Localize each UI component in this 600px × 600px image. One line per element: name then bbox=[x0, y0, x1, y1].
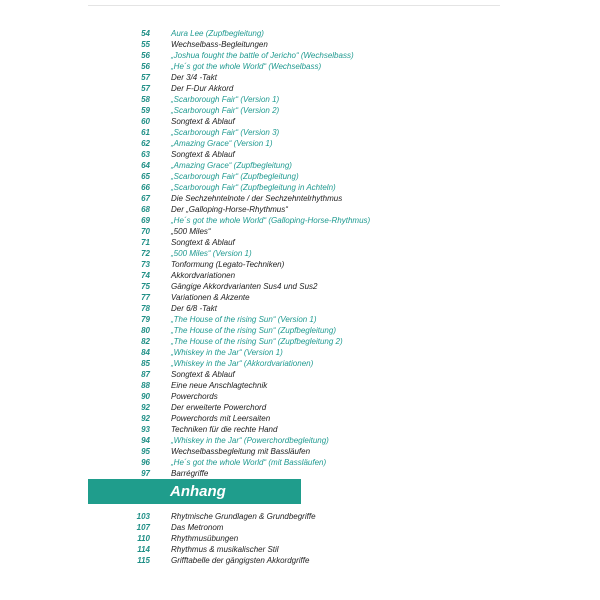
page-number: 90 bbox=[141, 392, 150, 401]
toc-entry bbox=[0, 28, 600, 39]
page-number: 68 bbox=[141, 205, 150, 214]
toc-entry bbox=[0, 138, 600, 149]
toc-entry bbox=[0, 39, 600, 50]
page-number: 55 bbox=[141, 40, 150, 49]
toc-entry bbox=[0, 237, 600, 248]
appendix-banner bbox=[88, 479, 301, 504]
toc-entry bbox=[0, 457, 600, 468]
toc-entry bbox=[0, 215, 600, 226]
page-number: 92 bbox=[141, 414, 150, 423]
page-number: 114 bbox=[137, 545, 150, 554]
toc-entry bbox=[0, 380, 600, 391]
song-title: „Whiskey in the Jar“ (Akkordvariationen) bbox=[171, 359, 314, 368]
page-number: 84 bbox=[141, 348, 150, 357]
page-number: 79 bbox=[141, 315, 150, 324]
toc-entry bbox=[0, 358, 600, 369]
page-number: 59 bbox=[141, 106, 150, 115]
page-number: 63 bbox=[141, 150, 150, 159]
page-number: 57 bbox=[141, 84, 150, 93]
toc-entry bbox=[0, 533, 600, 544]
page-number: 93 bbox=[141, 425, 150, 434]
song-title: „Whiskey in the Jar“ (Powerchordbegleitung) bbox=[171, 436, 329, 445]
toc-entry bbox=[0, 435, 600, 446]
toc-entry bbox=[0, 347, 600, 358]
section-title: Songtext & Ablauf bbox=[171, 117, 235, 126]
toc-entry bbox=[0, 61, 600, 72]
song-title: „Joshua fought the battle of Jericho“ (Wechselbass) bbox=[171, 51, 354, 60]
page-number: 54 bbox=[141, 29, 150, 38]
toc-entry bbox=[0, 160, 600, 171]
song-title: „Amazing Grace“ (Zupfbegleitung) bbox=[171, 161, 292, 170]
toc-entry bbox=[0, 402, 600, 413]
toc-entry bbox=[0, 522, 600, 533]
song-title: „Scarborough Fair“ (Version 3) bbox=[171, 128, 280, 137]
page-number: 75 bbox=[141, 282, 150, 291]
page-number: 64 bbox=[141, 161, 150, 170]
section-title: Der 6/8 -Takt bbox=[171, 304, 217, 313]
song-title: „Amazing Grace“ (Version 1) bbox=[171, 139, 273, 148]
page-number: 61 bbox=[141, 128, 150, 137]
toc-entry bbox=[0, 83, 600, 94]
page-number: 82 bbox=[141, 337, 150, 346]
page-number: 96 bbox=[141, 458, 150, 467]
page-number: 88 bbox=[141, 381, 150, 390]
page-number: 65 bbox=[141, 172, 150, 181]
section-title: Techniken für die rechte Hand bbox=[171, 425, 278, 434]
toc-entry bbox=[0, 127, 600, 138]
section-title: Der erweiterte Powerchord bbox=[171, 403, 267, 412]
toc-entry bbox=[0, 204, 600, 215]
toc-entry bbox=[0, 555, 600, 566]
song-title: „The House of the rising Sun“ (Zupfbegleitung) bbox=[171, 326, 336, 335]
toc-entry bbox=[0, 544, 600, 555]
section-title: Akkordvariationen bbox=[171, 271, 236, 280]
section-title: Songtext & Ablauf bbox=[171, 150, 235, 159]
page-number: 67 bbox=[141, 194, 150, 203]
appendix-heading: Anhang bbox=[170, 483, 226, 500]
section-title: Variationen & Akzente bbox=[171, 293, 250, 302]
toc-entry bbox=[0, 314, 600, 325]
section-title: Grifftabelle der gängigsten Akkordgriffe bbox=[171, 556, 310, 565]
page-number: 77 bbox=[141, 293, 150, 302]
page-number: 70 bbox=[141, 227, 150, 236]
page-number: 78 bbox=[141, 304, 150, 313]
section-title: Gängige Akkordvarianten Sus4 und Sus2 bbox=[171, 282, 318, 291]
section-title: Powerchords mit Leersaiten bbox=[171, 414, 271, 423]
section-title: Die Sechzehntelnote / der Sechzehntelrhythmus bbox=[171, 194, 343, 203]
section-title: Wechselbassbegleitung mit Bassläufen bbox=[171, 447, 311, 456]
page-number: 56 bbox=[141, 62, 150, 71]
toc-entry bbox=[0, 391, 600, 402]
song-title: „He´s got the whole World“ (Wechselbass) bbox=[171, 62, 322, 71]
song-title: „Scarborough Fair“ (Zupfbegleitung in Achteln) bbox=[171, 183, 336, 192]
page-number: 66 bbox=[141, 183, 150, 192]
page-number: 69 bbox=[141, 216, 150, 225]
page-number: 87 bbox=[141, 370, 150, 379]
toc-entry bbox=[0, 281, 600, 292]
page-number: 107 bbox=[136, 523, 150, 532]
toc-entry bbox=[0, 270, 600, 281]
page-number: 60 bbox=[141, 117, 150, 126]
toc-entry bbox=[0, 171, 600, 182]
section-title: Barrégriffe bbox=[171, 469, 209, 478]
page-number: 56 bbox=[141, 51, 150, 60]
section-title: Das Metronom bbox=[171, 523, 224, 532]
section-title: Wechselbass-Begleitungen bbox=[171, 40, 268, 49]
song-title: „Scarborough Fair“ (Version 1) bbox=[171, 95, 280, 104]
toc-entry bbox=[0, 226, 600, 237]
section-title: Eine neue Anschlagtechnik bbox=[171, 381, 268, 390]
toc-entry bbox=[0, 424, 600, 435]
toc-entry bbox=[0, 94, 600, 105]
song-title: „He´s got the whole World“ (mit Bassläufen) bbox=[171, 458, 327, 467]
song-title: „Whiskey in the Jar“ (Version 1) bbox=[171, 348, 283, 357]
appendix-list bbox=[0, 511, 600, 566]
section-title: Powerchords bbox=[171, 392, 218, 401]
toc-entry bbox=[0, 511, 600, 522]
top-rule bbox=[88, 5, 500, 6]
page-number: 57 bbox=[141, 73, 150, 82]
song-title: „The House of the rising Sun“ (Zupfbegleitung 2) bbox=[171, 337, 343, 346]
toc-entry bbox=[0, 193, 600, 204]
section-title: Der F-Dur Akkord bbox=[171, 84, 234, 93]
section-title: Songtext & Ablauf bbox=[171, 370, 235, 379]
toc-entry bbox=[0, 446, 600, 457]
toc-entry bbox=[0, 116, 600, 127]
toc-entry bbox=[0, 182, 600, 193]
toc-entry bbox=[0, 72, 600, 83]
song-title: „The House of the rising Sun“ (Version 1) bbox=[171, 315, 317, 324]
song-title: „500 Miles“ (Version 1) bbox=[171, 249, 252, 258]
page-number: 72 bbox=[141, 249, 150, 258]
page-number: 115 bbox=[137, 556, 150, 565]
song-title: „He´s got the whole World“ (Galloping-Horse-Rhythmus) bbox=[171, 216, 371, 225]
page-number: 73 bbox=[141, 260, 150, 269]
toc-entry bbox=[0, 413, 600, 424]
section-title: „500 Miles“ bbox=[171, 227, 211, 236]
section-title: Rhythmusübungen bbox=[171, 534, 239, 543]
page-number: 95 bbox=[141, 447, 150, 456]
page-number: 103 bbox=[136, 512, 150, 521]
section-title: Songtext & Ablauf bbox=[171, 238, 235, 247]
section-title: Tonformung (Legato-Techniken) bbox=[171, 260, 285, 269]
page-number: 80 bbox=[141, 326, 150, 335]
page-number: 110 bbox=[137, 534, 150, 543]
section-title: Rhythmus & musikalischer Stil bbox=[171, 545, 279, 554]
section-title: Rhytmische Grundlagen & Grundbegriffe bbox=[171, 512, 316, 521]
page-number: 85 bbox=[141, 359, 150, 368]
section-title: Der 3/4 -Takt bbox=[171, 73, 217, 82]
page-number: 62 bbox=[141, 139, 150, 148]
page-number: 58 bbox=[141, 95, 150, 104]
page-number: 97 bbox=[141, 469, 150, 478]
song-title: „Scarborough Fair“ (Version 2) bbox=[171, 106, 280, 115]
page-number: 74 bbox=[141, 271, 150, 280]
toc-entry bbox=[0, 105, 600, 116]
page-number: 92 bbox=[141, 403, 150, 412]
toc-entry bbox=[0, 468, 600, 479]
song-title: Aura Lee (Zupfbegleitung) bbox=[171, 29, 264, 38]
page-number: 71 bbox=[141, 238, 150, 247]
song-title: „Scarborough Fair“ (Zupfbegleitung) bbox=[171, 172, 299, 181]
table-of-contents bbox=[0, 28, 600, 479]
toc-entry bbox=[0, 149, 600, 160]
toc-entry bbox=[0, 50, 600, 61]
toc-entry bbox=[0, 336, 600, 347]
toc-entry bbox=[0, 303, 600, 314]
section-title: Der „Galloping-Horse-Rhythmus“ bbox=[171, 205, 288, 214]
page-number: 94 bbox=[141, 436, 150, 445]
toc-entry bbox=[0, 248, 600, 259]
toc-entry bbox=[0, 369, 600, 380]
toc-entry bbox=[0, 325, 600, 336]
toc-entry bbox=[0, 259, 600, 270]
toc-entry bbox=[0, 292, 600, 303]
